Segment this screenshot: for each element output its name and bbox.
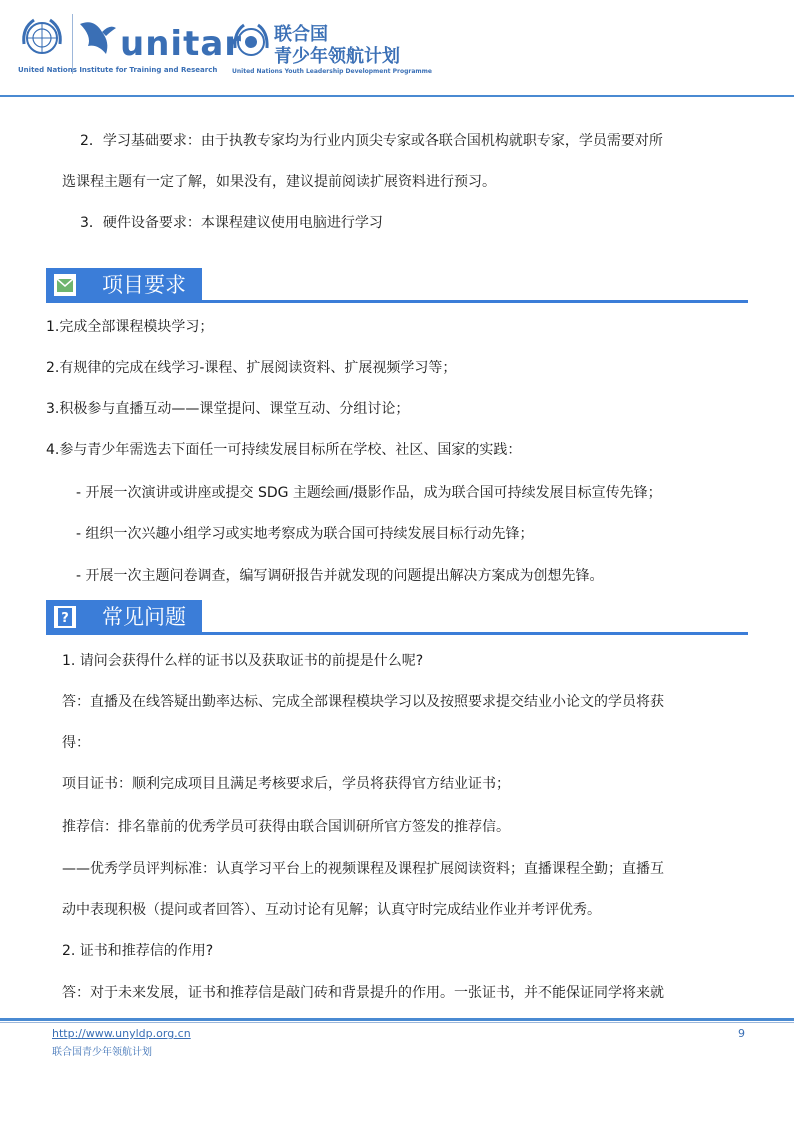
requirement-subitem: - 开展一次演讲或讲座或提交 SDG 主题绘画/摄影作品，成为联合国可持续发展目标宣传先锋； — [76, 485, 662, 501]
question-mark-icon — [54, 606, 76, 628]
section-title: 项目要求 — [102, 273, 186, 297]
footer-url-link[interactable]: http://www.unyldp.org.cn — [52, 1027, 191, 1040]
section-header-faq — [46, 600, 748, 636]
svg-text:?: ? — [61, 611, 69, 626]
youth-leadership-title-cn-2: 青少年领航计划 — [274, 46, 400, 67]
requirement-item: 1.完成全部课程模块学习； — [46, 319, 214, 335]
faq-question: 1. 请问会获得什么样的证书以及获取证书的前提是什么呢? — [62, 653, 424, 669]
section-rule — [46, 300, 748, 303]
footer-rule-thin — [0, 1022, 794, 1023]
section-rule — [46, 632, 748, 635]
requirement-item: 3.积极参与直播互动——课堂提问、课堂互动、分组讨论； — [46, 401, 410, 417]
faq-answer-line: 项目证书：顺利完成项目且满足考核要求后，学员将获得官方结业证书； — [62, 776, 510, 792]
requirement-subitem: - 开展一次主题问卷调查，编写调研报告并就发现的问题提出解决方案成为创想先锋。 — [76, 568, 604, 584]
faq-answer-line: 动中表现积极（提问或者回答）、互动讨论有见解；认真守时完成结业作业并考评优秀。 — [62, 902, 601, 918]
page-header — [0, 0, 794, 97]
faq-answer-line: ——优秀学员评判标准：认真学习平台上的视频课程及课程扩展阅读资料；直播课程全勤；直播互 — [62, 861, 664, 877]
intro-line-2: 选课程主题有一定了解，如果没有，建议提前阅读扩展资料进行预习。 — [62, 174, 496, 190]
intro-line-3: 3．硬件设备要求：本课程建议使用电脑进行学习 — [80, 215, 383, 231]
section-title-bar — [46, 268, 202, 302]
requirement-subitem: - 组织一次兴趣小组学习或实地考察成为联合国可持续发展目标行动先锋； — [76, 526, 534, 542]
un-caption: United Nations Institute for Training and Research — [18, 66, 218, 74]
requirement-item: 2.有规律的完成在线学习-课程、扩展阅读资料、扩展视频学习等； — [46, 360, 457, 376]
faq-answer-line: 推荐信：排名靠前的优秀学员可获得由联合国训研所官方签发的推荐信。 — [62, 819, 510, 835]
un-emblem-icon — [18, 14, 66, 62]
youth-leadership-emblem-icon — [232, 22, 270, 66]
page-number: 9 — [738, 1027, 745, 1040]
unitar-wordmark: unitar — [120, 24, 243, 64]
envelope-icon — [54, 274, 76, 296]
faq-answer-line: 答：直播及在线答疑出勤率达标、完成全部课程模块学习以及按照要求提交结业小论文的学员将获 — [62, 694, 664, 710]
requirement-item: 4.参与青少年需选去下面任一可持续发展目标所在学校、社区、国家的实践： — [46, 442, 522, 458]
youth-leadership-title-cn-1: 联合国 — [274, 24, 328, 45]
unitar-bird-icon — [76, 14, 118, 62]
youth-leadership-caption: United Nations Youth Leadership Development Programme — [232, 68, 432, 75]
faq-answer-line: 答：对于未来发展，证书和推荐信是敲门砖和背景提升的作用。一张证书，并不能保证同学将来就 — [62, 985, 664, 1001]
section-header-requirements — [46, 268, 748, 304]
faq-question: 2. 证书和推荐信的作用? — [62, 943, 214, 959]
footer-org: 联合国青少年领航计划 — [52, 1047, 152, 1058]
logo-divider — [72, 14, 73, 74]
faq-answer-line: 得： — [62, 735, 90, 751]
footer-rule — [0, 1018, 794, 1021]
intro-line-1: 2．学习基础要求：由于执教专家均为行业内顶尖专家或各联合国机构就职专家，学员需要对所 — [80, 133, 663, 149]
section-title-bar — [46, 600, 202, 634]
section-title: 常见问题 — [102, 605, 186, 629]
